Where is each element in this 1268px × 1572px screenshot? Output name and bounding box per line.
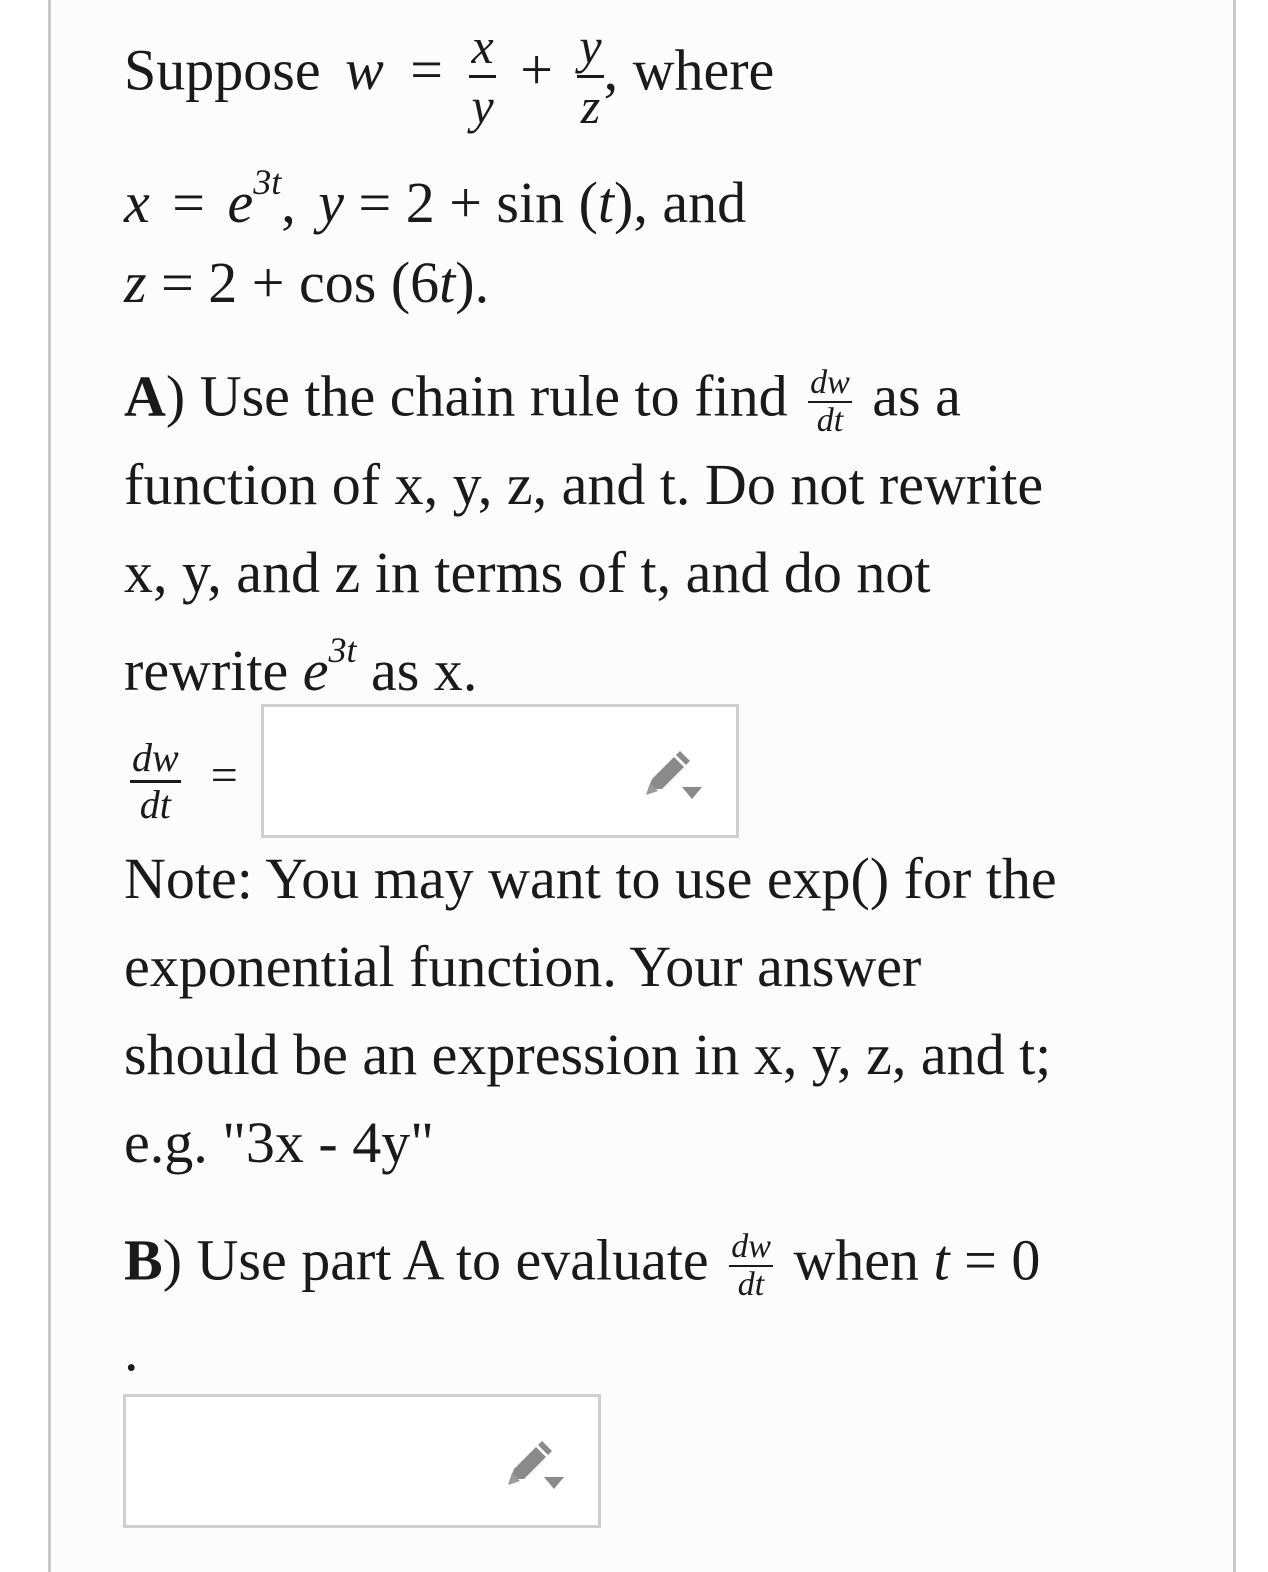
fraction-numerator: dw — [731, 1228, 771, 1265]
pencil-dropdown-icon[interactable] — [644, 751, 704, 801]
fraction-y-over-z — [577, 20, 603, 132]
suppose-text: Suppose — [124, 37, 321, 103]
period-text: ). — [455, 250, 490, 315]
part-a-line-2 — [124, 452, 1044, 517]
equals-sign: = — [210, 748, 238, 802]
part-a-text: as x. — [371, 638, 478, 703]
note-text: exponential function. Your answer — [124, 934, 922, 999]
equals-sign: = — [410, 37, 443, 103]
fraction-numerator: dw — [132, 735, 179, 780]
problem-statement-line-3 — [124, 250, 490, 315]
fraction-numerator: dw — [810, 364, 850, 401]
note-line-2 — [124, 934, 922, 999]
answer-a-input[interactable] — [261, 704, 739, 838]
part-b-line-1 — [124, 1227, 1041, 1303]
note-text: e.g. "3x - 4y" — [124, 1110, 434, 1175]
sin-expression: = 2 + sin ( — [358, 170, 598, 235]
fraction-numerator: y — [579, 18, 602, 74]
exponent-3t: 3t — [328, 630, 357, 670]
pencil-dropdown-icon[interactable] — [506, 1441, 566, 1491]
note-line-1 — [124, 846, 1057, 911]
note-line-3 — [124, 1022, 1052, 1087]
fraction-x-over-y — [469, 20, 495, 132]
note-text: Note: You may want to use exp() for the — [124, 846, 1057, 911]
var-y: y — [318, 170, 344, 235]
where-text: , where — [603, 37, 775, 103]
cos-expression: = 2 + cos (6 — [161, 250, 440, 315]
part-a-line-3 — [124, 540, 931, 605]
fraction-denominator: y — [471, 77, 494, 134]
var-w: w — [345, 37, 384, 103]
problem-statement-line-1 — [124, 20, 774, 132]
part-a-line-1 — [124, 363, 961, 439]
var-e: e — [302, 638, 329, 703]
when-text: when — [793, 1227, 920, 1293]
part-a-text: rewrite — [124, 638, 289, 703]
part-b-label: B — [124, 1227, 163, 1293]
fraction-denominator: dt — [737, 1266, 765, 1303]
var-t: t — [439, 250, 456, 315]
part-a-text: function of x, y, z, and t. Do not rewrite — [124, 452, 1044, 517]
as-a-text: as a — [872, 363, 961, 429]
exponent-3t: 3t — [253, 162, 282, 202]
problem-statement-line-2 — [124, 162, 747, 235]
part-b-period — [124, 1318, 139, 1383]
var-e: e — [227, 170, 254, 235]
part-a-instruction: ) Use the chain rule to find — [165, 363, 788, 429]
plus-sign: + — [520, 37, 553, 103]
part-a-text: x, y, and z in terms of t, and do not — [124, 540, 931, 605]
fraction-dw-dt — [729, 1230, 773, 1302]
fraction-dw-dt — [130, 735, 181, 827]
fraction-dw-dt — [808, 366, 852, 438]
fraction-denominator: dt — [139, 782, 171, 827]
and-text: ), and — [614, 170, 747, 235]
var-t: t — [933, 1227, 950, 1293]
answer-a-label — [130, 735, 238, 827]
part-b-instruction: ) Use part A to evaluate — [162, 1227, 709, 1293]
note-text: should be an expression in x, y, z, and t; — [124, 1022, 1052, 1087]
equals-sign: = — [172, 170, 205, 235]
var-z: z — [124, 250, 147, 315]
note-line-4 — [124, 1110, 434, 1175]
fraction-numerator: x — [471, 18, 494, 74]
part-a-line-4 — [124, 630, 478, 703]
comma: , — [281, 170, 296, 235]
var-t: t — [597, 170, 615, 235]
var-x: x — [124, 170, 150, 235]
equals-zero: = 0 — [964, 1227, 1041, 1293]
fraction-denominator: dt — [816, 402, 844, 439]
part-a-label: A — [124, 363, 166, 429]
period: . — [124, 1318, 139, 1383]
fraction-denominator: z — [580, 77, 601, 134]
answer-b-input[interactable] — [123, 1394, 601, 1528]
